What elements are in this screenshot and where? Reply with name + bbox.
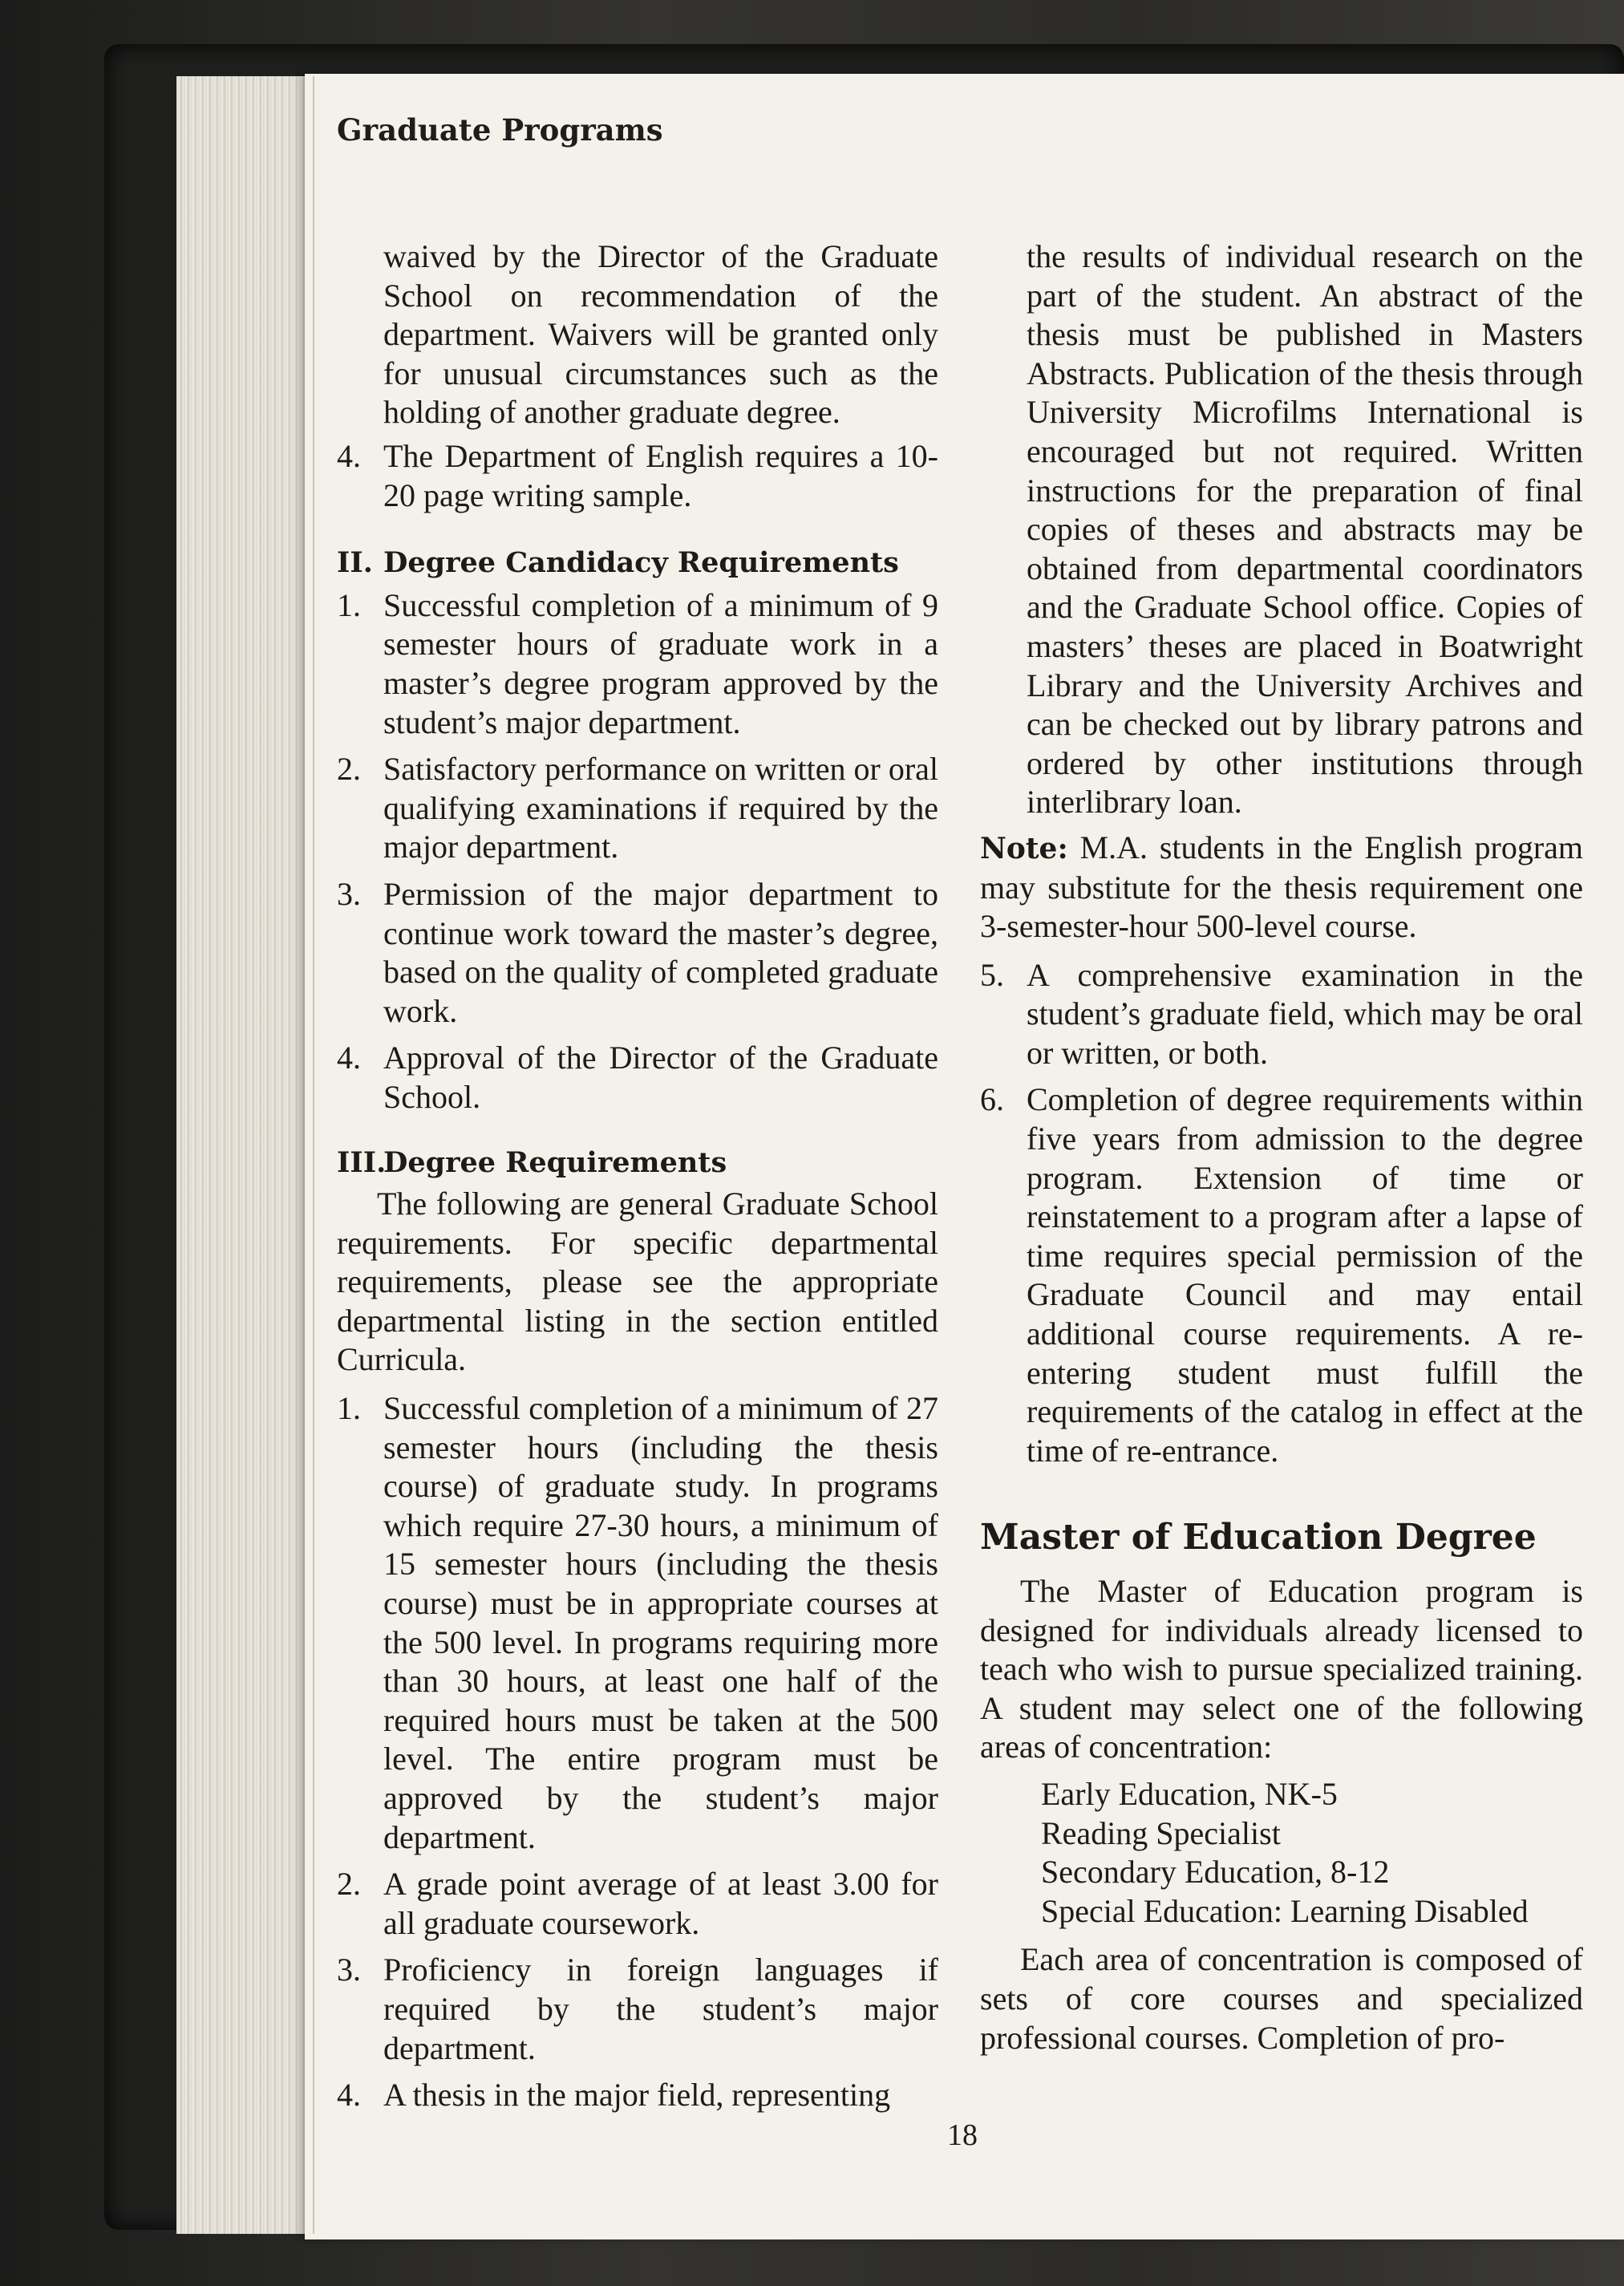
list-item: Special Education: Learning Disabled <box>1041 1892 1529 1929</box>
note-paragraph <box>980 829 1583 946</box>
item-number: 3. <box>337 875 361 912</box>
item-number: 2. <box>337 751 361 788</box>
item-number: 1. <box>337 1390 361 1427</box>
note-label: Note: <box>980 831 1068 865</box>
item-number: 4. <box>337 437 361 474</box>
list-item <box>337 437 938 515</box>
section-heading-iii <box>337 1144 938 1183</box>
item-text: Successful completion of a minimum of 9 semester hours of graduate work in a master’s degree program approved by the student’s major department. <box>383 586 938 740</box>
list-item <box>337 1951 938 2068</box>
heading-number: III. <box>337 1146 387 1180</box>
item-number: 1. <box>337 586 361 623</box>
list-item <box>337 586 938 742</box>
list-item: Early Education, NK-5 <box>1041 1775 1338 1812</box>
item-number: 4. <box>337 1040 361 1076</box>
list-item <box>337 1865 938 1943</box>
section-heading-ii <box>337 544 938 583</box>
item-text: Completion of degree requirements within five years from admission to the degree program. Extension of time or reinstatement to a program after a lapse of time requires special permission of the Graduate Council and may entail additional course requirements. A re-entering student must fulfill the requirements of the catalog in effect at the time of re-entrance. <box>1027 1081 1583 1469</box>
list-item <box>337 1389 938 1857</box>
item-text: The Department of English requires a 10-20 page writing sample. <box>383 437 938 513</box>
list-item: Secondary Education, 8-12 <box>1041 1854 1390 1891</box>
item-number: 3. <box>337 1952 361 1988</box>
heading-text: Degree Requirements <box>383 1146 727 1180</box>
list-item <box>337 750 938 867</box>
item-number: 2. <box>337 1866 361 1903</box>
left-column <box>337 237 938 2123</box>
running-head: Graduate Programs <box>337 112 663 148</box>
list-item <box>980 956 1583 1073</box>
item-number: 6. <box>980 1081 1004 1118</box>
item-text: Successful completion of a minimum of 27 semester hours (including the thesis course) of graduate study. In programs which require 27-30 hours, a minimum of 15 semester hours (including the thesis course) must be in appropriate courses at the 500 level. In programs requiring more than 30 hours, at least one half of the required hours must be taken at the 500 level. The entire program must be approved by the student’s major department. <box>383 1390 938 1855</box>
page-gutter <box>313 76 314 2234</box>
item-number: 5. <box>980 956 1004 993</box>
thesis-continuation: the results of individual research on the part of the student. An abstract of the thesis must be published in Masters Abstracts. Publication of the thesis through University Microfilms International is encouraged but not required. Written instructions for the preparation of final copies of theses and abstracts may be obtained from departmental coordinators and the Graduate School office. Copies of masters’ theses are placed in Boatwright Library and the University Archives and can be checked out by library patrons and ordered by other institutions through interlibrary loan. <box>1027 238 1583 821</box>
page-edges <box>176 76 313 2234</box>
page-number: 18 <box>947 2118 978 2152</box>
note-text: M.A. students in the English program may substitute for the thesis requirement one 3-semester-hour 500-level course. <box>980 829 1583 945</box>
heading-number: II. <box>337 546 373 580</box>
item-text: Permission of the major department to continue work toward the master’s degree, based on the quality of completed graduate work. <box>383 875 938 1029</box>
requirements-intro: The following are general Graduate School requirements. For specific departmental requirements, please see the appropriate departmental listing in the section entitled Curricula. <box>337 1186 938 1378</box>
item-number: 4. <box>337 2077 361 2114</box>
item-text: Proficiency in foreign languages if required by the student’s major department. <box>383 1952 938 2066</box>
item-text: A thesis in the major field, representing <box>383 2077 891 2114</box>
med-tail: Each area of concentration is composed of sets of core courses and specialized professional courses. Completion of pro- <box>980 1941 1583 2056</box>
med-intro: The Master of Education program is designed for individuals already licensed to teach who wish to pursue specialized training. A student may select one of the following areas of concentration: <box>980 1573 1583 1765</box>
item-text: Satisfactory performance on written or oral qualifying examinations if required by the major department. <box>383 751 938 865</box>
heading-text: Degree Candidacy Requirements <box>383 546 899 580</box>
waiver-paragraph: waived by the Director of the Graduate School on recommendation of the department. Waivers will be granted only for unusual circumstances such as the holding of another graduate degree. <box>383 238 938 431</box>
item-text: A comprehensive examination in the student’s graduate field, which may be oral or written, or both. <box>1027 956 1583 1071</box>
right-column <box>980 237 1583 2057</box>
list-item <box>337 1039 938 1117</box>
list-item: Reading Specialist <box>1041 1814 1281 1851</box>
item-text: Approval of the Director of the Graduate School. <box>383 1040 938 1115</box>
item-text: A grade point average of at least 3.00 for all graduate coursework. <box>383 1866 938 1941</box>
list-item <box>980 1080 1583 1470</box>
concentration-list <box>980 1775 1583 1931</box>
list-item <box>337 2076 938 2115</box>
section-title: Master of Education Degree <box>980 1517 1537 1558</box>
list-item <box>337 875 938 1031</box>
